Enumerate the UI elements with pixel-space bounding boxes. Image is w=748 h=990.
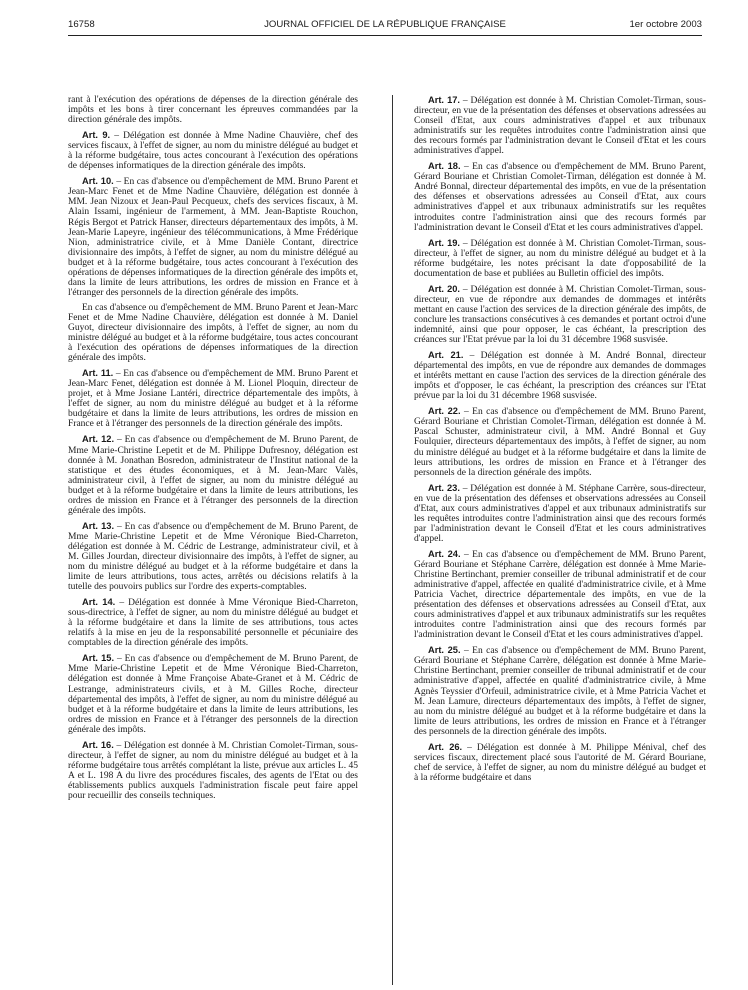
article-label: Art. 18.	[428, 161, 461, 172]
article-text: – En cas d'absence ou d'empêchement de M. Bruno Parent, de Mme Marie-Christine Lepetit et de Mme Véronique Bied-Charreton, délégation est donnée à Mme Françoise Abate-Granet et à M. Cédric de Lestrange, administrateurs civils, et à M. Gilles Roche, directeur départemental des impôts, à l'effet de signer, au nom du ministre délégué au budget et à la réforme budgétaire et dans la limite de leurs attributions, les ordres de mission en France et à l'étranger des personnels de la direction générale des impôts.	[68, 654, 358, 735]
article-label: Art. 12.	[82, 434, 115, 445]
article-label: Art. 17.	[428, 95, 461, 105]
article-paragraph	[414, 238, 706, 279]
page-number: 16758	[68, 19, 95, 30]
article-label: Art. 20.	[428, 283, 461, 294]
article-text: – En cas d'absence ou d'empêchement de M. Bruno Parent, de Mme Marie-Christine Lepetit et de Mme Véronique Bied-Charreton, délégation est donnée à M. Cédric de Lestrange, administrateur civil, et à M. Gilles Jourdan, directeur divisionnaire des impôts, à l'effet de signer, au nom du ministre délégué au budget et à la réforme budgétaire et dans la limite de leurs attributions, tous actes, arrêtés ou décisions relatifs à la tutelle des pouvoirs publics sur l'ordre des experts-comptables.	[68, 521, 358, 593]
article-label: Art. 19.	[428, 237, 461, 248]
article-paragraph	[68, 597, 358, 648]
article-label: Art. 24.	[428, 548, 461, 559]
article-text: – Délégation est donnée à Mme Véronique Bied-Charreton, sous-directrice, à l'effet de signer, au nom du ministre délégué au budget et à la réforme budgétaire et dans la limite de ses attributions, tous actes relatifs à la mise en jeu de la responsabilité personnelle et pécuniaire des comptables de la direction générale des impôts.	[68, 598, 358, 649]
article-label: Art. 23.	[428, 482, 460, 493]
right-column	[414, 95, 706, 985]
page-header	[68, 18, 702, 32]
article-label: Art. 9.	[82, 130, 111, 141]
article-paragraph	[414, 742, 706, 783]
article-label: Art. 16.	[82, 739, 114, 750]
article-text: – Délégation est donnée à Mme Nadine Chauvière, chef des services fiscaux, à l'effet de signer, au nom du ministre délégué au budget et à la réforme budgétaire, tous actes concourant à l'exécution des opérations de dépenses informatiques de la direction générale des impôts.	[68, 131, 358, 172]
column-divider	[392, 95, 393, 985]
article-paragraph	[414, 95, 706, 156]
article-paragraph	[414, 350, 706, 401]
article-text: – Délégation est donnée à M. Christian Comolet-Tirman, sous-directeur, en vue de répondre aux demandes de dommages et intérêts mettant en cause l'action des services de la direction générale des impôts, de conclure les transactions consécutives à ces demandes et portant octroi d'une indemnité, ainsi que pour opposer, le cas échéant, la prescription des créances sur l'Etat prévue par la loi du 31 décembre 1968 susvisée.	[414, 284, 706, 346]
header-rule	[68, 35, 702, 36]
article-paragraph	[68, 130, 358, 171]
article-paragraph	[68, 95, 358, 125]
article-paragraph	[414, 161, 706, 232]
article-text: – Délégation est donnée à M. Christian Comolet-Tirman, sous-directeur, en vue de la présentation des défenses et observations adressées au Conseil d'Etat, aux cours administratives d'appel et aux tribunaux administratifs sur les requêtes introduites contre l'administration ainsi que des recours formés par l'administration devant le Conseil d'Etat et les cours administratives d'appel.	[414, 96, 706, 157]
article-text: En cas d'absence ou d'empêchement de MM. Bruno Parent et Jean-Marc Fenet et de Mme Nadine Chauvière, délégation est donnée à M. Daniel Guyot, directeur divisionnaire des impôts, à l'effet de signer, au nom du ministre délégué au budget et à la réforme budgétaire, tous actes concourant à l'exécution des opérations de dépenses informatiques de la direction générale des impôts.	[68, 302, 358, 364]
article-label: Art. 10.	[82, 176, 114, 187]
article-label: Art. 22.	[428, 406, 461, 417]
article-text: – En cas d'absence ou d'empêchement de MM. Bruno Parent et Jean-Marc Fenet et de Mme Nadine Chauvière, délégation est donnée à MM. Jean Nizoux et Jean-Paul Pecqueux, chefs des services fiscaux, à M. Alain Issami, ingénieur de l'armement, à MM. Jean-Baptiste Rouchon, Régis Bergot et Patrick Hanser, directeurs départementaux des impôts, à M. Jean-Marie Lapeyre, ingénieur des télécommunications, à Mme Frédérique Nion, administratrice civile, et à Mme Danièle Contant, directrice divisionnaire des impôts, à l'effet de signer, au nom du ministre délégué au budget et à la réforme budgétaire, tous actes concourant à l'exécution des opérations de dépenses informatiques de la direction générale des impôts et, dans la limite de leurs attributions, les ordres de mission en France et à l'étranger des personnels de la direction générale des impôts.	[68, 177, 358, 298]
article-label: Art. 13.	[82, 520, 115, 531]
article-paragraph	[414, 406, 706, 477]
article-text: – En cas d'absence ou d'empêchement de MM. Bruno Parent, Gérard Bouriane et Stéphane Carrère, délégation est donnée à Mme Marie-Christine Bertinchant, premier conseiller de tribunal administratif et de cour administrative d'appel, affectée en qualité d'administratrice civile, et à Mme Patricia Vachet, directrice départementale des impôts, en vue de la présentation des défenses et observations adressées au Conseil d'Etat, aux cours administratives d'appel et aux tribunaux administratifs sur les requêtes introduites contre l'administration ainsi que des recours formés par l'administration devant le Conseil d'Etat et les cours administratives d'appel.	[414, 549, 706, 641]
article-text: – Délégation est donnée à M. Philippe Ménival, chef des services fiscaux, directement placé sous l'autorité de M. Gérard Bouriane, chef de service, à l'effet de signer, au nom du ministre délégué au budget et à la réforme budgétaire et dans	[414, 742, 706, 783]
article-label: Art. 21.	[428, 350, 464, 361]
article-paragraph	[68, 368, 358, 429]
article-label: Art. 26.	[428, 741, 463, 752]
article-text: – Délégation est donnée à M. Christian Comolet-Tirman, sous-directeur, à l'effet de signer, au nom du ministre délégué au budget et à la réforme budgétaire tous arrêtés complétant la liste, prévue aux articles L. 45 A et L. 198 A du livre des procédures fiscales, des agents de l'Etat ou des établissements publics auxquels l'administration fiscale peut faire appel pour recueillir des conseils techniques.	[68, 740, 358, 801]
article-text: – Délégation est donnée à M. Christian Comolet-Tirman, sous-directeur, à l'effet de signer, au nom du ministre délégué au budget et à la réforme budgétaire, les notes précisant la date d'opposabilité de la documentation de base et publiées au Bulletin officiel des impôts.	[414, 238, 706, 279]
article-text: – Délégation est donnée à M. André Bonnal, directeur départemental des impôts, en vue de répondre aux demandes de dommages et intérêts mettant en cause l'action des services de la direction générale des impôts et d'opposer, le cas échéant, la prescription des créances sur l'Etat prévue par la loi du 31 décembre 1968 susvisée.	[414, 351, 706, 402]
article-text: – En cas d'absence ou d'empêchement de M. Bruno Parent, de Mme Marie-Christine Lepetit et de M. Philippe Dufresnoy, délégation est donnée à M. Jonathan Bosredon, administrateur de l'Institut national de la statistique et des études économiques, et à M. Jean-Marc Valès, administrateur civil, à l'effet de signer, au nom du ministre délégué au budget et à la réforme budgétaire et dans la limite de leurs attributions, les ordres de mission en France et à l'étranger des personnels de la direction générale des impôts.	[68, 435, 358, 516]
article-paragraph	[414, 284, 706, 345]
article-text: rant à l'exécution des opérations de dépenses de la direction générale des impôts et les bons à tirer concernant les épreuves commandées par la direction générale des impôts.	[68, 95, 358, 126]
article-paragraph	[414, 483, 706, 544]
article-paragraph	[68, 434, 358, 515]
article-paragraph	[68, 740, 358, 801]
article-label: Art. 14.	[82, 597, 116, 608]
issue-date: 1er octobre 2003	[629, 19, 702, 30]
article-paragraph	[68, 176, 358, 298]
left-column	[68, 95, 358, 985]
journal-title: JOURNAL OFFICIEL DE LA RÉPUBLIQUE FRANÇAISE	[264, 19, 506, 30]
article-text: – En cas d'absence ou d'empêchement de MM. Bruno Parent, Gérard Bouriane et Christian Comolet-Tirman, délégation est donnée à M. André Bonnal, directeur départemental des impôts, en vue de la présentation des défenses et observations adressées au Conseil d'Etat, aux cours administratives d'appel et aux tribunaux administratifs sur les requêtes introduites contre l'administration ainsi que des recours formés par l'administration devant le Conseil d'Etat et les cours administratives d'appel.	[414, 162, 706, 233]
article-paragraph	[414, 549, 706, 640]
article-text: – En cas d'absence ou d'empêchement de MM. Bruno Parent, Gérard Bouriane et Christian Comolet-Tirman, délégation est donnée à M. Pascal Schuster, administrateur civil, à MM. André Bonnal et Guy Foulquier, directeurs départementaux des impôts, à l'effet de signer, au nom du ministre délégué au budget et à la réforme budgétaire et dans la limite de leurs attributions, les ordres de mission en France et à l'étranger des personnels de la direction générale des impôts.	[414, 407, 706, 478]
article-text: – Délégation est donnée à M. Stéphane Carrère, sous-directeur, en vue de la présentation des défenses et observations adressées au Conseil d'Etat, aux cours administratives d'appel et aux tribunaux administratifs sur les requêtes introduites contre l'administration ainsi que des recours formés par l'administration devant le Conseil d'Etat et les cours administratives d'appel.	[414, 483, 706, 544]
article-text: – En cas d'absence ou d'empêchement de MM. Bruno Parent, Gérard Bouriane et Stéphane Carrère, délégation est donnée à Mme Marie-Christine Bertinchant, premier conseiller de tribunal administratif et de cour administrative d'appel, affectée en qualité d'administratrice civile, à Mme Agnès Teyssier d'Orfeuil, administratrice civile, et à Mme Patricia Vachet et M. Jean Lamure, directeurs départementaux des impôts, à l'effet de signer, au nom du ministre délégué au budget et à la réforme budgétaire et dans la limite de leurs attributions, les ordres de mission en France et à l'étranger des personnels de la direction générale des impôts.	[414, 646, 706, 737]
article-paragraph	[68, 303, 358, 363]
article-label: Art. 25.	[428, 645, 461, 656]
article-paragraph	[68, 521, 358, 592]
article-label: Art. 15.	[82, 653, 115, 664]
article-paragraph	[68, 653, 358, 734]
article-paragraph	[414, 645, 706, 736]
article-text: – En cas d'absence ou d'empêchement de MM. Bruno Parent et Jean-Marc Fenet, délégation est donnée à M. Lionel Ploquin, directeur de projet, et à Mme Josiane Lantéri, directrice départementale des impôts, à l'effet de signer, au nom du ministre délégué au budget et à la réforme budgétaire et dans la limite de leurs attributions, les ordres de mission en France et à l'étranger des personnels de la direction générale des impôts.	[68, 369, 358, 430]
article-label: Art. 11.	[82, 368, 114, 379]
